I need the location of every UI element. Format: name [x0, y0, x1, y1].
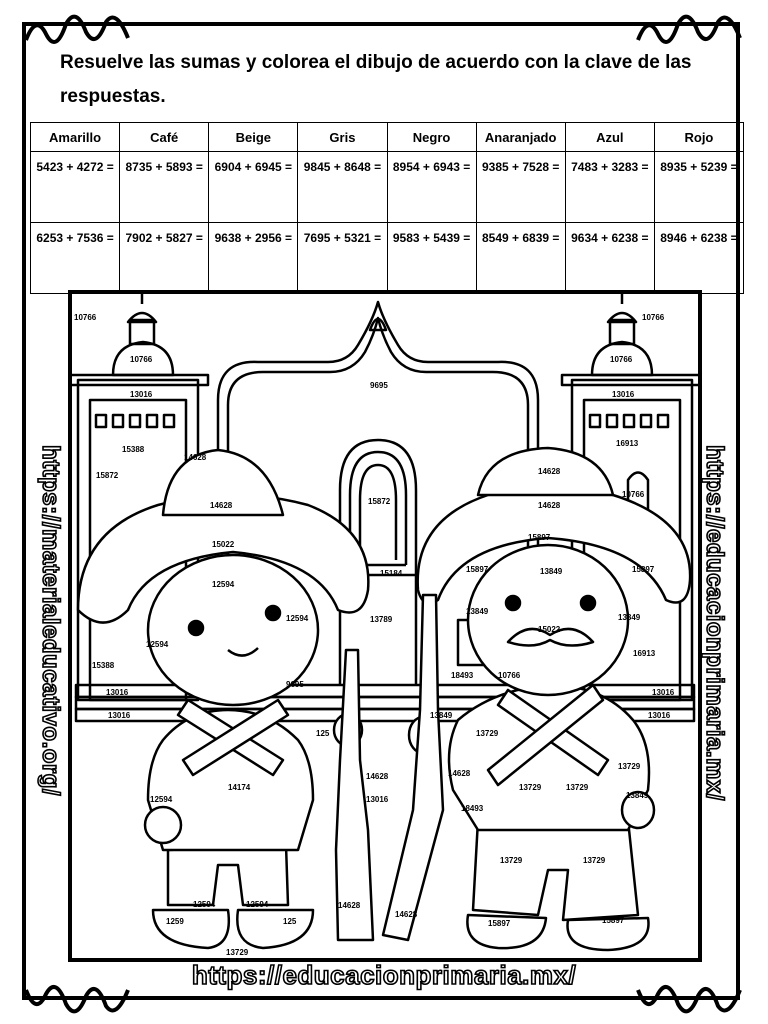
region-label: 14628: [448, 769, 471, 778]
color-key-header-row: [31, 123, 744, 152]
color-key-table: [30, 122, 744, 294]
region-label: 15872: [368, 497, 391, 506]
coloring-drawing[interactable]: [68, 290, 702, 962]
region-label: 12594: [212, 580, 235, 589]
tower-small-window: [658, 415, 668, 427]
region-label: 13849: [618, 613, 641, 622]
region-label: 13849: [626, 791, 649, 800]
region-label: 13729: [566, 783, 589, 792]
left-boy-sandal-left: [153, 910, 229, 948]
church-door-window: [360, 465, 396, 560]
left-boy-eye-right: [266, 606, 280, 620]
region-label: 13016: [108, 711, 131, 720]
region-label: 13016: [130, 390, 153, 399]
right-man-eye-right: [581, 596, 595, 610]
sum-cell[interactable]: 9845 + 8648 =: [298, 152, 387, 223]
region-label: 13729: [226, 948, 249, 957]
region-label: 14628: [366, 772, 389, 781]
region-label: 13729: [500, 856, 523, 865]
region-label: 14628: [338, 901, 361, 910]
region-label: 10766: [622, 490, 645, 499]
watermark-bottom[interactable]: https://educacionprimaria.mx/: [191, 960, 577, 990]
region-label: 10766: [498, 671, 521, 680]
region-label: 13849: [540, 567, 563, 576]
sum-cell[interactable]: 8549 + 6839 =: [476, 223, 565, 294]
region-label: 15022: [538, 625, 561, 634]
tower-small-window: [624, 415, 634, 427]
region-label: 10766: [642, 313, 665, 322]
sum-cell[interactable]: 7902 + 5827 =: [120, 223, 209, 294]
tower-small-window: [130, 415, 140, 427]
region-label: 14628: [538, 467, 561, 476]
region-label: 14628: [184, 453, 207, 462]
region-label: 13016: [652, 688, 675, 697]
region-label: 15897: [466, 565, 489, 574]
sum-cell[interactable]: 5423 + 4272 =: [31, 152, 120, 223]
left-boy-sandal-right: [237, 910, 313, 948]
region-label: 125: [316, 729, 330, 738]
region-label: 15897: [632, 565, 655, 574]
region-label: 13729: [476, 729, 499, 738]
sum-cell[interactable]: 9583 + 5439 =: [387, 223, 476, 294]
region-label: 12594: [286, 614, 309, 623]
corner-wave-top-left: [24, 10, 134, 46]
region-label: 14628: [210, 501, 233, 510]
region-label: 14628: [538, 501, 561, 510]
left-tower-lantern: [130, 320, 154, 344]
region-label: 13729: [618, 762, 641, 771]
color-header-amarillo: Amarillo: [31, 123, 120, 152]
region-label: 1259: [166, 917, 184, 926]
sum-cell[interactable]: 8954 + 6943 =: [387, 152, 476, 223]
tower-small-window: [147, 415, 157, 427]
region-label: 15897: [488, 919, 511, 928]
region-label: 13016: [366, 795, 389, 804]
sum-cell[interactable]: 7483 + 3283 =: [565, 152, 654, 223]
sum-row-1: [31, 152, 744, 223]
region-label: 18493: [451, 671, 474, 680]
tower-small-window: [164, 415, 174, 427]
sum-cell[interactable]: 9638 + 2956 =: [209, 223, 298, 294]
tower-small-window: [113, 415, 123, 427]
color-header-azul: Azul: [565, 123, 654, 152]
color-header-rojo: Rojo: [654, 123, 743, 152]
sum-cell[interactable]: 6904 + 6945 =: [209, 152, 298, 223]
sum-cell[interactable]: 8735 + 5893 =: [120, 152, 209, 223]
right-man-eye-left: [506, 596, 520, 610]
color-header-negro: Negro: [387, 123, 476, 152]
left-boy-eye-left: [189, 621, 203, 635]
sum-cell[interactable]: 9634 + 6238 =: [565, 223, 654, 294]
region-label: 15388: [122, 445, 145, 454]
region-label: 16913: [633, 649, 656, 658]
region-label: 14628: [395, 910, 418, 919]
region-label: 15022: [212, 540, 235, 549]
right-man-pants: [473, 820, 638, 920]
sum-cell[interactable]: 7695 + 5321 =: [298, 223, 387, 294]
color-header-anaranjado: Anaranjado: [476, 123, 565, 152]
region-label: 9695: [286, 680, 304, 689]
region-label: 12594: [146, 640, 169, 649]
color-header-beige: Beige: [209, 123, 298, 152]
left-boy-left-hand: [145, 807, 181, 843]
region-label: 15897: [602, 916, 625, 925]
color-header-cafe: Café: [120, 123, 209, 152]
color-header-gris: Gris: [298, 123, 387, 152]
region-label: 10766: [610, 355, 633, 364]
watermark-right[interactable]: https://educacionprimaria.mx/: [701, 445, 728, 801]
region-label: 13016: [612, 390, 635, 399]
region-label: 16913: [616, 439, 639, 448]
tower-small-window: [96, 415, 106, 427]
region-label: 14174: [228, 783, 251, 792]
region-label: 125: [283, 917, 297, 926]
region-label: 15897: [528, 533, 551, 542]
region-label: 13849: [430, 711, 453, 720]
region-label: 12594: [150, 795, 173, 804]
region-label: 9695: [370, 381, 388, 390]
region-label: 13849: [466, 607, 489, 616]
right-rifle: [383, 595, 443, 940]
region-label: 10766: [130, 355, 153, 364]
sum-cell[interactable]: 6253 + 7536 =: [31, 223, 120, 294]
region-label: 12594: [246, 900, 269, 909]
region-label: 13729: [519, 783, 542, 792]
region-label: 15388: [92, 661, 115, 670]
region-label: 13016: [648, 711, 671, 720]
tower-small-window: [590, 415, 600, 427]
right-tower-lantern: [610, 320, 634, 344]
instructions: Resuelve las sumas y colorea el dibujo de acuerdo con la clave de las respuestas.: [60, 52, 692, 107]
sum-cell[interactable]: 9385 + 7528 =: [476, 152, 565, 223]
region-label: 13016: [106, 688, 129, 697]
region-label: 12594: [193, 900, 216, 909]
region-label: 15872: [96, 471, 119, 480]
tower-small-window: [641, 415, 651, 427]
region-label: 13789: [370, 615, 393, 624]
corner-wave-top-right: [636, 10, 746, 46]
region-label: 10766: [74, 313, 97, 322]
watermark-left[interactable]: https://materialeducativo.org/: [37, 445, 64, 797]
tower-small-window: [607, 415, 617, 427]
left-boy-legs: [168, 845, 288, 905]
sum-row-2: [31, 223, 744, 294]
sum-cell[interactable]: 8946 + 6238 =: [654, 223, 743, 294]
region-label: 13729: [583, 856, 606, 865]
region-label: 18493: [461, 804, 484, 813]
sum-cell[interactable]: 8935 + 5239 =: [654, 152, 743, 223]
region-label: 15184: [380, 569, 403, 578]
